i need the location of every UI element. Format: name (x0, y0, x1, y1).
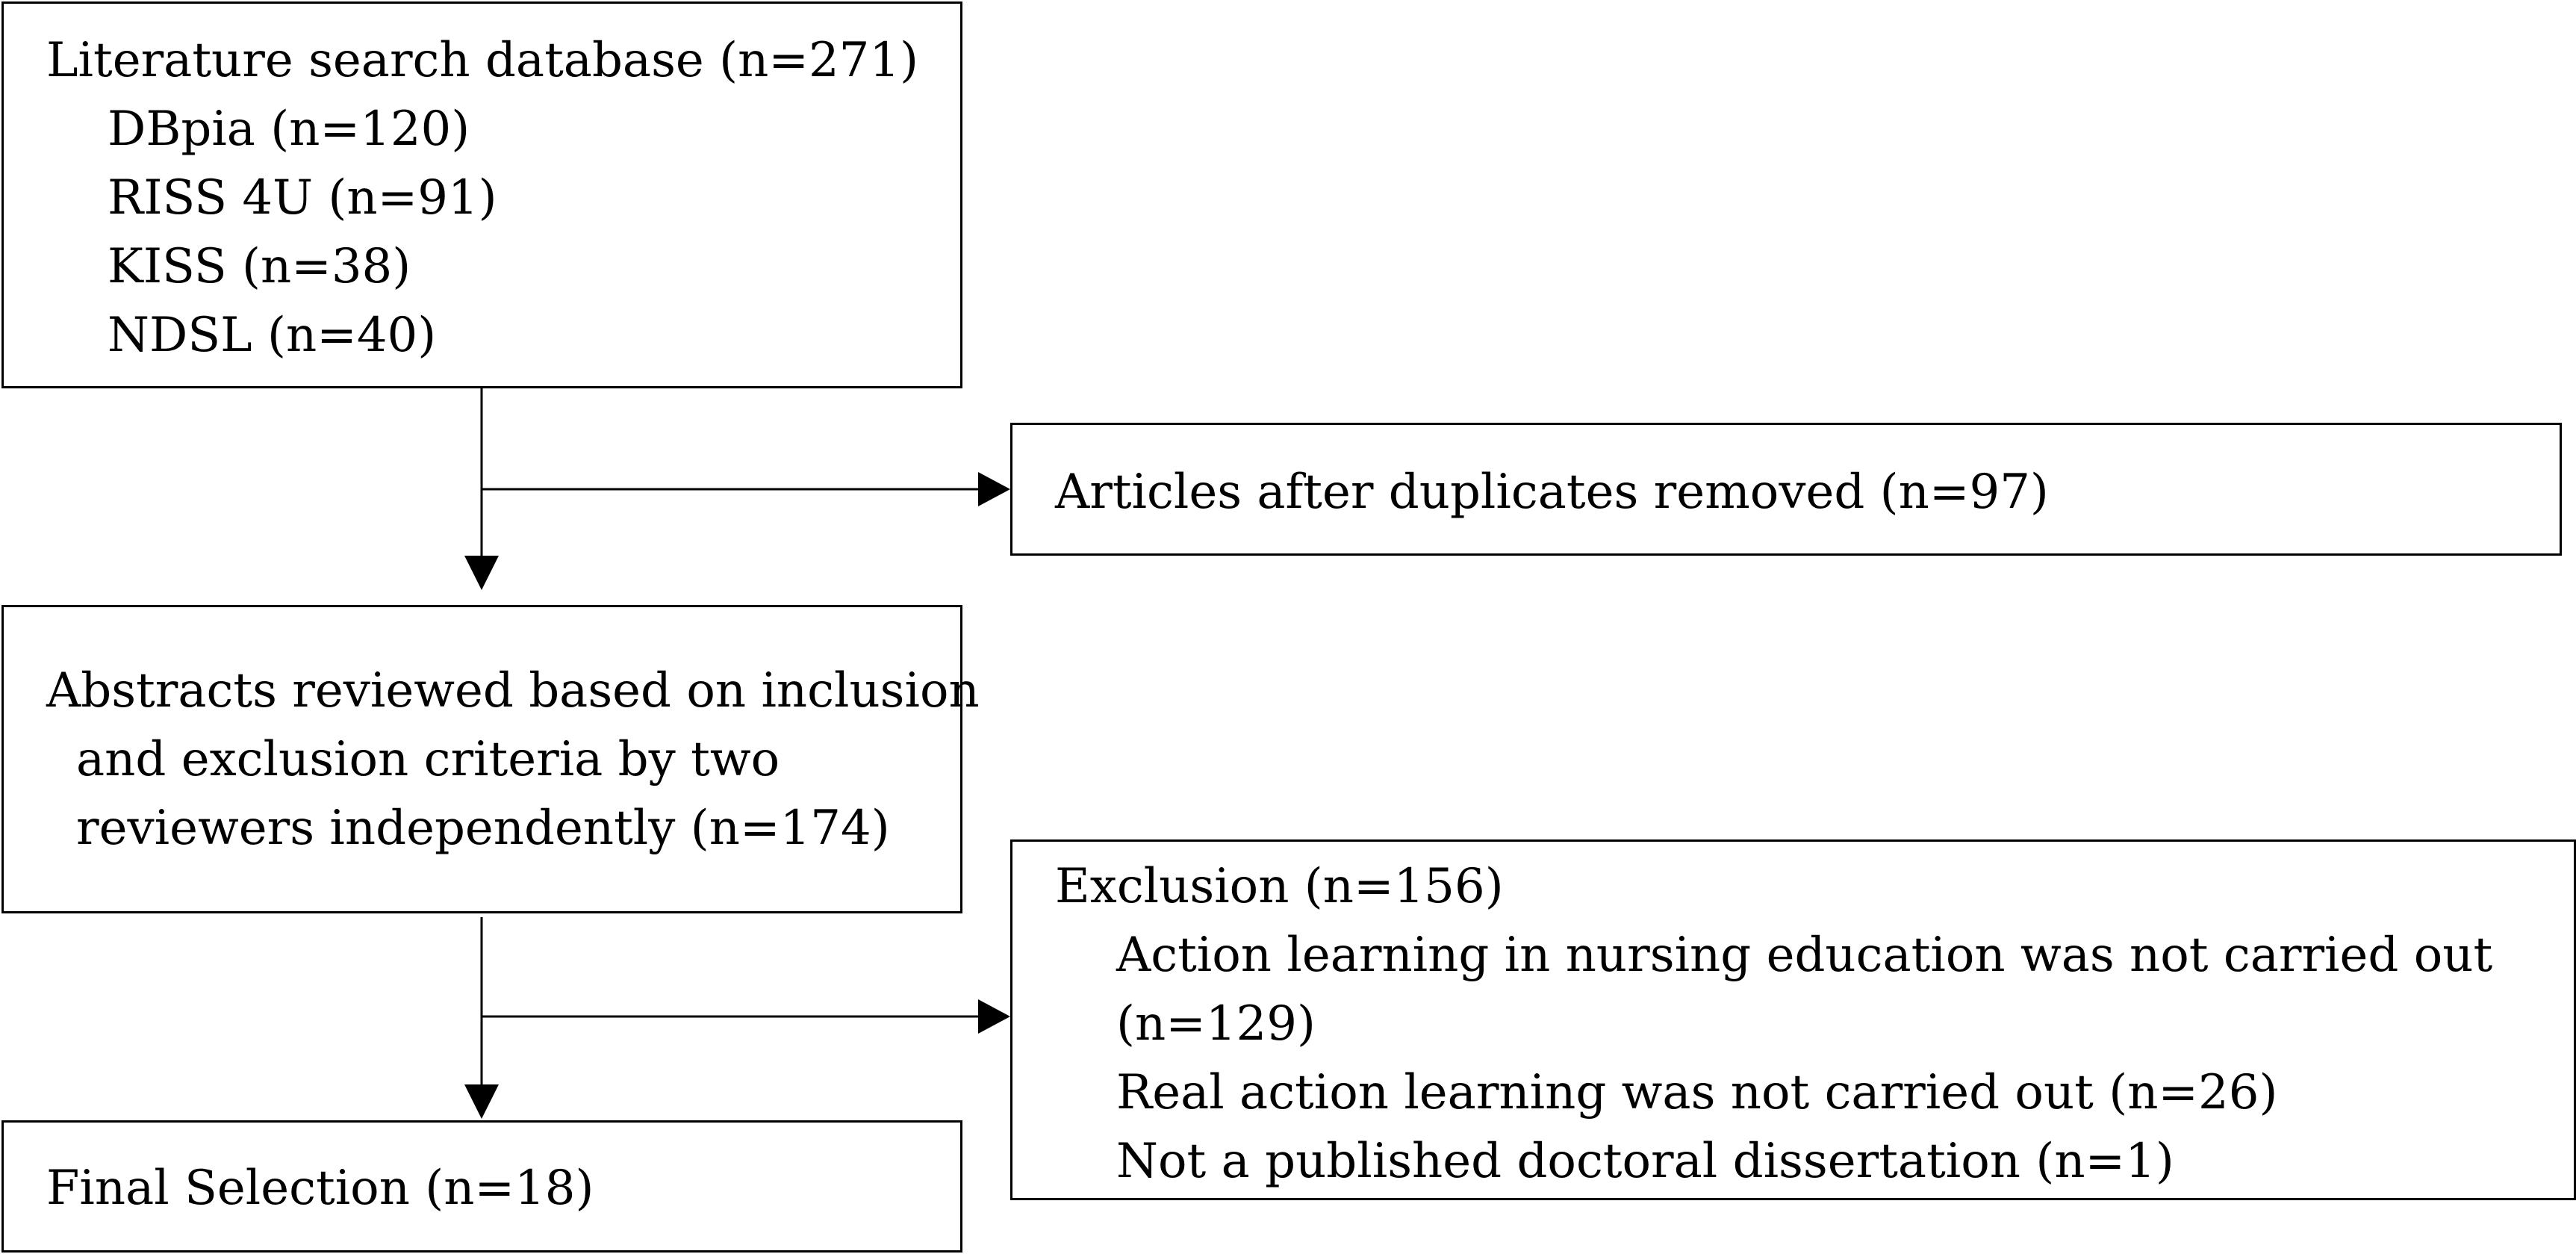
source-dbpia: DBpia (n=120) (108, 102, 470, 157)
source-riss4u: RISS 4U (n=91) (108, 170, 497, 226)
abstracts-line-1: Abstracts reviewed based on inclusion (46, 663, 980, 718)
exclusion-reason-2: Real action learning was not carried out (n=26) (1116, 1065, 2278, 1120)
search-database-box (1, 1, 962, 388)
arrowhead-to-abstracts (464, 556, 499, 590)
source-kiss: KISS (n=38) (108, 239, 411, 294)
exclusion-reason-1: Action learning in nursing education was not carried out (1116, 928, 2493, 983)
search-database-title: Literature search database (n=271) (46, 33, 919, 88)
duplicates-removed-text: Articles after duplicates removed (n=97) (1055, 465, 2049, 520)
abstracts-line-3: reviewers independently (n=174) (76, 801, 890, 856)
abstracts-line-2: and exclusion criteria by two (76, 732, 780, 787)
abstracts-reviewed-box (1, 605, 980, 913)
exclusion-reason-1-count: (n=129) (1116, 996, 1316, 1052)
exclusion-box (1010, 839, 2576, 1200)
arrowhead-to-exclusion (978, 999, 1010, 1034)
final-selection-text: Final Selection (n=18) (46, 1161, 594, 1216)
final-selection-box (1, 1120, 962, 1253)
arrowhead-to-final (464, 1084, 499, 1119)
arrowhead-to-duplicates (978, 472, 1010, 506)
source-ndsl: NDSL (n=40) (108, 308, 437, 363)
exclusion-reason-3: Not a published doctoral dissertation (n=1) (1116, 1134, 2174, 1189)
exclusion-title: Exclusion (n=156) (1055, 859, 1504, 914)
duplicates-removed-box (1010, 423, 2562, 556)
